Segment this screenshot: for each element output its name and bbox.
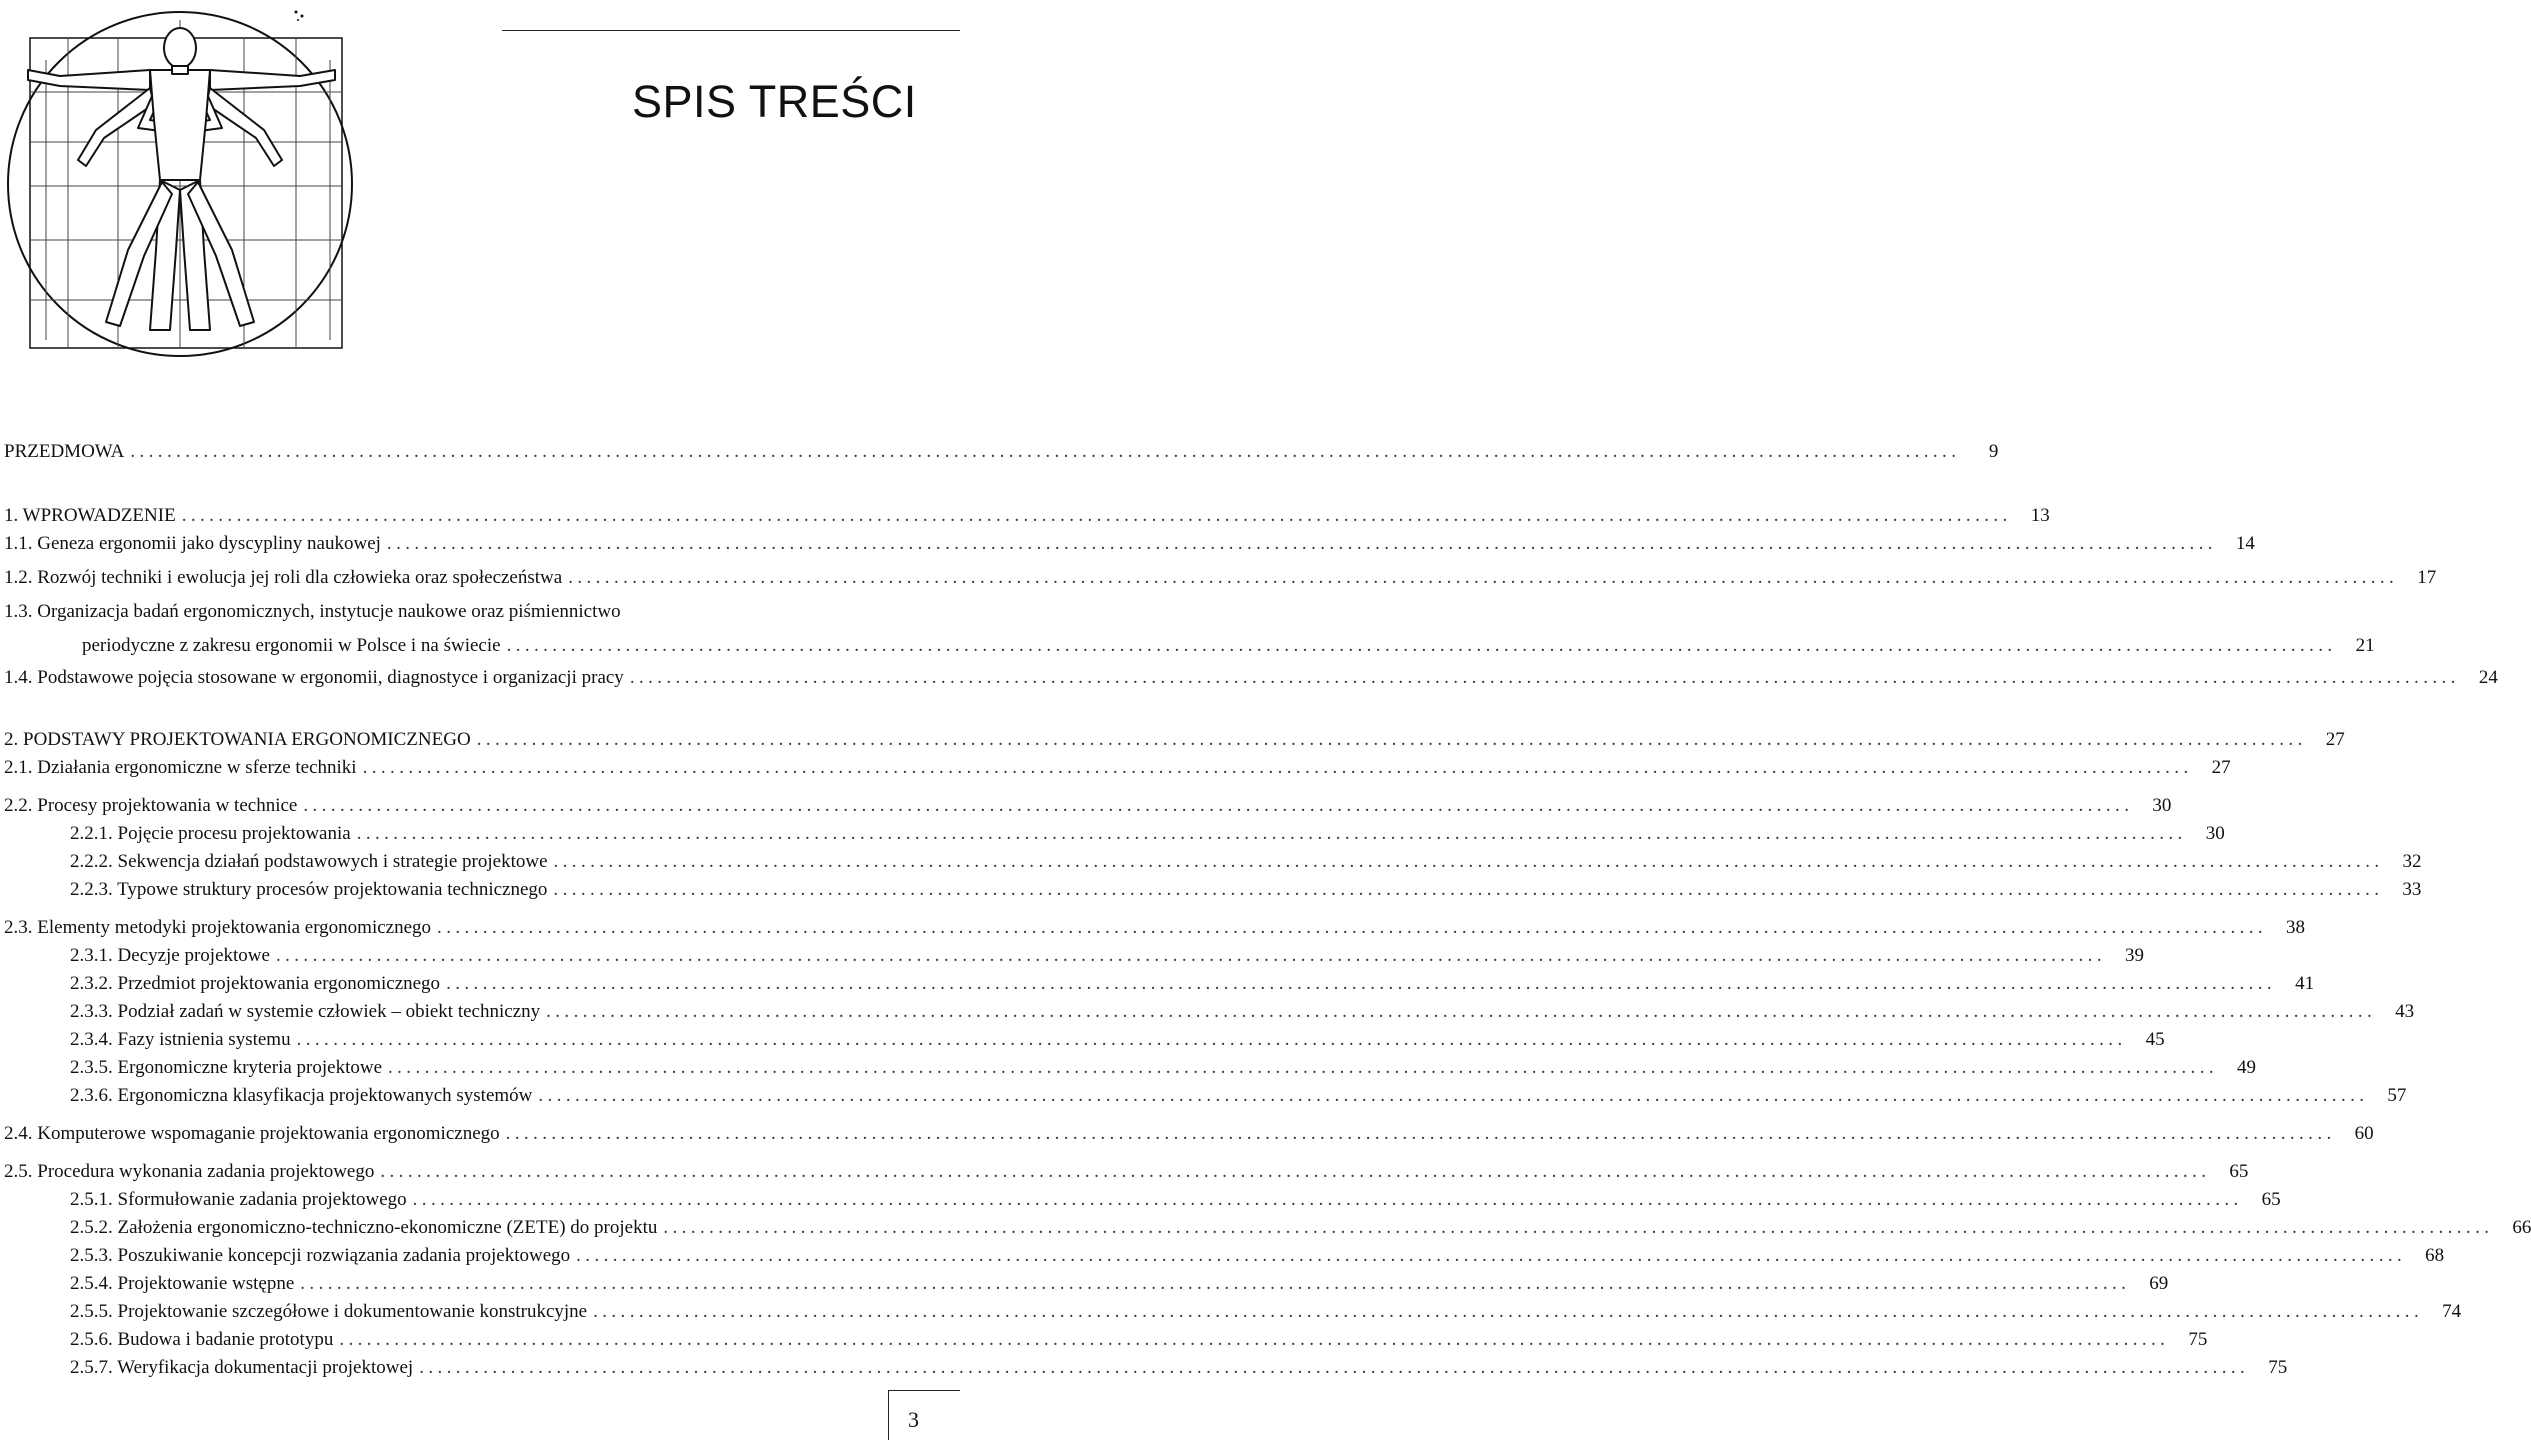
toc-entry-label: 2.5.4. Projektowanie wstępne [70, 1273, 295, 1294]
toc-leader-dots: ........................................................................................................................................................................................................ [380, 1161, 2211, 1182]
toc-entry [0, 1272, 2169, 1296]
toc-entry-page: 39 [2124, 945, 2144, 966]
toc-leader-dots: ........................................................................................................................................................................................................ [296, 1029, 2127, 1050]
toc-entry-page: 9 [1988, 441, 1999, 462]
toc-entry-label: 2.3.3. Podział zadań w systemie człowiek – obiekt techniczny [70, 1001, 541, 1022]
toc-leader-dots: ........................................................................................................................................................................................................ [506, 635, 2337, 656]
toc-entry-label: 2.3.2. Przedmiot projektowania ergonomicznego [70, 973, 441, 994]
toc-entry [0, 1216, 2531, 1240]
toc-entry [0, 1160, 2249, 1184]
toc-leader-dots: ........................................................................................................................................................................................................ [546, 1001, 2377, 1022]
toc-entry-label: 1.4. Podstawowe pojęcia stosowane w ergonomii, diagnostyce i organizacji pracy [4, 667, 624, 688]
toc-leader-dots: ........................................................................................................................................................................................................ [553, 851, 2384, 872]
toc-entry [0, 600, 856, 624]
toc-entry-label: 2.5.6. Budowa i badanie prototypu [70, 1329, 334, 1350]
toc-entry [0, 1244, 2445, 1268]
toc-entry-label: 2.5.7. Weryfikacja dokumentacji projektowej [70, 1357, 414, 1378]
toc-leader-dots: ........................................................................................................................................................................................................ [576, 1245, 2407, 1266]
toc-entry-label: 2.5.3. Poszukiwanie koncepcji rozwiązania zadania projektowego [70, 1245, 571, 1266]
toc-entry-label: 2.5.2. Założenia ergonomiczno-techniczno-ekonomiczne (ZETE) do projektu [70, 1217, 658, 1238]
toc-entry [0, 504, 2050, 528]
toc-entry-label: 2.1. Działania ergonomiczne w sferze techniki [4, 757, 357, 778]
toc-entry-label: 2.5.5. Projektowanie szczegółowe i dokumentowanie konstrukcyjne [70, 1301, 588, 1322]
toc-leader-dots: ........................................................................................................................................................................................................ [412, 1189, 2243, 1210]
toc-leader-dots: ........................................................................................................................................................................................................ [275, 945, 2106, 966]
toc-leader-dots: ........................................................................................................................................................................................................ [339, 1329, 2170, 1350]
toc-entry [0, 728, 2345, 752]
toc-entry-page: 57 [2387, 1085, 2407, 1106]
toc-entry-page: 27 [2211, 757, 2231, 778]
toc-entry-page: 33 [2402, 879, 2422, 900]
toc-entry [0, 1188, 2281, 1212]
toc-entry-page: 66 [2512, 1217, 2531, 1238]
toc-entry [0, 878, 2422, 902]
toc-entry-page: 38 [2286, 917, 2306, 938]
toc-entry-label: 2. PODSTAWY PROJEKTOWANIA ERGONOMICZNEGO [4, 729, 471, 750]
page-number-rule-horizontal [888, 1390, 960, 1391]
toc-leader-dots: ........................................................................................................................................................................................................ [446, 973, 2277, 994]
toc-entry-page: 30 [2205, 823, 2225, 844]
toc-entry-label: 2.2. Procesy projektowania w technice [4, 795, 298, 816]
toc-entry-page: 30 [2152, 795, 2172, 816]
toc-entry [0, 1122, 2374, 1146]
toc-entry-label: 1.2. Rozwój techniki i ewolucja jej roli dla człowieka oraz społeczeństwa [4, 567, 563, 588]
toc-entry-label-continuation: periodyczne z zakresu ergonomii w Polsce i na świecie [82, 635, 501, 656]
toc-entry-page: 21 [2355, 635, 2375, 656]
toc-entry-page: 74 [2442, 1301, 2462, 1322]
toc-entry-label: 1.3. Organizacja badań ergonomicznych, instytucje naukowe oraz piśmiennictwo [4, 601, 621, 622]
toc-entry-label: 2.3.4. Fazy istnienia systemu [70, 1029, 291, 1050]
toc-entry-page: 65 [2229, 1161, 2249, 1182]
toc-entry [0, 1056, 2256, 1080]
toc-leader-dots: ........................................................................................................................................................................................................ [437, 917, 2268, 938]
toc-entry-label: 2.2.2. Sekwencja działań podstawowych i strategie projektowe [70, 851, 548, 872]
toc-leader-dots: ........................................................................................................................................................................................................ [300, 1273, 2131, 1294]
toc-entry-page: 24 [2478, 667, 2498, 688]
toc-entry [0, 1084, 2407, 1108]
vitruvian-figure-illustration [0, 0, 380, 360]
toc-entry-label: 2.3.1. Decyzje projektowe [70, 945, 270, 966]
toc-entry-label: 1.1. Geneza ergonomii jako dyscypliny naukowej [4, 533, 381, 554]
toc-entry-page: 14 [2235, 533, 2255, 554]
toc-leader-dots: ........................................................................................................................................................................................................ [356, 823, 2187, 844]
toc-entry [0, 1028, 2165, 1052]
toc-entry [0, 1300, 2462, 1324]
toc-leader-dots: ........................................................................................................................................................................................................ [386, 533, 2217, 554]
toc-entry-page: 41 [2295, 973, 2315, 994]
toc-leader-dots: ........................................................................................................................................................................................................ [505, 1123, 2336, 1144]
toc-entry-label: 2.3.6. Ergonomiczna klasyfikacja projektowanych systemów [70, 1085, 533, 1106]
toc-entry-page: 49 [2237, 1057, 2256, 1078]
toc-entry-page: 75 [2268, 1357, 2288, 1378]
toc-entry [0, 972, 2315, 996]
toc-entry-page: 43 [2395, 1001, 2415, 1022]
toc-entry [0, 440, 1999, 464]
toc-leader-dots: ........................................................................................................................................................................................................ [419, 1357, 2250, 1378]
toc-leader-dots: ........................................................................................................................................................................................................ [181, 505, 2012, 526]
toc-entry [0, 944, 2144, 968]
toc-entry-page: 27 [2325, 729, 2345, 750]
page-number-rule-vertical [888, 1390, 889, 1440]
toc-leader-dots: ........................................................................................................................................................................................................ [388, 1057, 2218, 1078]
toc-entry-continuation [0, 634, 2375, 658]
toc-entry-label: 2.2.1. Pojęcie procesu projektowania [70, 823, 351, 844]
toc-leader-dots: ........................................................................................................................................................................................................ [303, 795, 2134, 816]
header-rule [502, 30, 960, 31]
toc-entry-page: 13 [2030, 505, 2050, 526]
toc-entry-label: 1. WPROWADZENIE [4, 505, 176, 526]
toc-entry-label: 2.2.3. Typowe struktury procesów projektowania technicznego [70, 879, 548, 900]
toc-leader-dots: ........................................................................................................................................................................................................ [663, 1217, 2494, 1238]
toc-leader-dots: ........................................................................................................................................................................................................ [538, 1085, 2369, 1106]
toc-entry [0, 566, 2437, 590]
toc-entry-page: 60 [2354, 1123, 2374, 1144]
page-number: 3 [908, 1407, 919, 1432]
toc-leader-dots: ........................................................................................................................................................................................................ [593, 1301, 2424, 1322]
toc-entry [0, 756, 2231, 780]
toc-leader-dots: ........................................................................................................................................................................................................ [476, 729, 2307, 750]
toc-leader-dots: ........................................................................................................................................................................................................ [362, 757, 2193, 778]
toc-entry-label: 2.4. Komputerowe wspomaganie projektowania ergonomicznego [4, 1123, 500, 1144]
toc-entry-page: 45 [2145, 1029, 2165, 1050]
toc-entry-label: 2.3.5. Ergonomiczne kryteria projektowe [70, 1057, 382, 1078]
toc-entry-page: 65 [2261, 1189, 2281, 1210]
toc-leader-dots: ........................................................................................................................................................................................................ [568, 567, 2399, 588]
toc-entry [0, 1000, 2415, 1024]
toc-entry-label: PRZEDMOWA [4, 441, 125, 462]
toc-entry-page: 68 [2425, 1245, 2445, 1266]
toc-entry-label: 2.3. Elementy metodyki projektowania ergonomicznego [4, 917, 432, 938]
toc-entry [0, 794, 2172, 818]
toc-entry [0, 822, 2225, 846]
toc-entry [0, 1356, 2288, 1380]
toc-entry [0, 916, 2306, 940]
toc-leader-dots: ........................................................................................................................................................................................................ [553, 879, 2384, 900]
toc-entry-label: 2.5.1. Sformułowanie zadania projektowego [70, 1189, 407, 1210]
toc-entry-page: 69 [2149, 1273, 2169, 1294]
toc-entry [0, 532, 2255, 556]
toc-leader-dots: ........................................................................................................................................................................................................ [130, 441, 1961, 462]
toc-entry-page: 32 [2402, 851, 2422, 872]
toc-entry-page: 75 [2188, 1329, 2208, 1350]
toc-entry [0, 850, 2422, 874]
toc-leader-dots: ........................................................................................................................................................................................................ [629, 667, 2460, 688]
page-title: SPIS TREŚCI [632, 76, 917, 127]
toc-entry-label: 2.5. Procedura wykonania zadania projektowego [4, 1161, 375, 1182]
toc-entry-page: 17 [2417, 567, 2437, 588]
toc-entry [0, 1328, 2208, 1352]
toc-entry [0, 666, 2498, 690]
